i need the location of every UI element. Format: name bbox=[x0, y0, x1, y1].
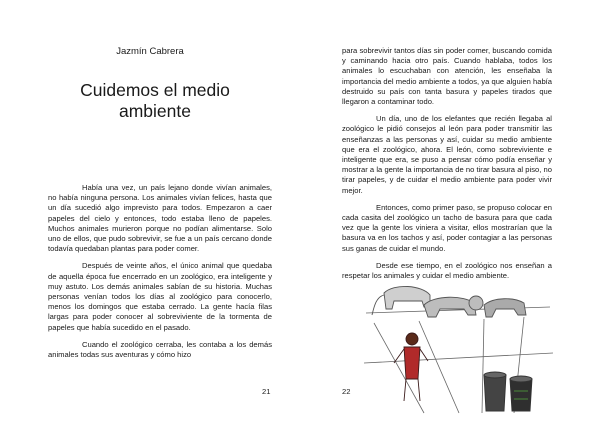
page-number-left: 21 bbox=[262, 387, 271, 396]
animal-sketch-right bbox=[484, 299, 526, 317]
trash-bin-sketch bbox=[484, 372, 532, 411]
paragraph: Cuando el zoológico cerraba, les contaba a los demás animales todas sus aventuras y cómo hizo bbox=[48, 339, 272, 360]
child-drawing-illustration bbox=[364, 283, 553, 415]
elephant-sketch bbox=[372, 286, 430, 315]
lion-sketch bbox=[424, 296, 483, 317]
right-page-text bbox=[342, 46, 552, 288]
title-line-1: Cuidemos el medio bbox=[80, 80, 230, 100]
paragraph: Entonces, como primer paso, se propuso colocar en cada casita del zoológico un tacho de basura para que cada vez que la gente los viniera a visitar, ellos mostrarían que la basura va en los tachos y así, poder contagiar a las personas sus ganas de cuidar el mundo. bbox=[342, 202, 552, 253]
title-line-2: ambiente bbox=[119, 101, 191, 121]
paragraph: Desde ese tiempo, en el zoológico nos enseñan a respetar los animales y cuidar el medio ambiente. bbox=[342, 260, 552, 281]
paragraph: Había una vez, un país lejano donde vivían animales, no había ninguna persona. Los animales vivían felices, hasta que un día sucedió algo imprevisto para todos. Empezaron a caer papeles del cielo y entonces, todo estaba lleno de papeles. Muchos animales murieron porque no podían alimentarse. Solo uno de ellos, que pudo sobrevivir, se fue a un país cercano donde todavía quedaban plantas para poder comer. bbox=[48, 183, 272, 254]
left-page-text bbox=[48, 183, 272, 367]
author-name: Jazmín Cabrera bbox=[116, 46, 184, 57]
story-title bbox=[40, 80, 270, 122]
paragraph: para sobrevivir tantos días sin poder comer, buscando comida y caminando hacia otro país. Cuando hablaba, todos los animales lo escuchaban con atención, les enseñaba la importancia del medio ambiente a todos, ya que alguien había destruido su país con tanta basura y papeles tirados que llegaron a contaminar todo. bbox=[342, 46, 552, 107]
person-figure bbox=[394, 333, 428, 401]
paragraph: Un día, uno de los elefantes que recién llegaba al zoológico le pidió consejos al león para poder transmitir las enseñanzas a las personas y así, cuidar su medio ambiente que era el zoológico, ahora. El león, como sobreviviente e inteligente que era, se puso a pensar cómo podía enseñar y mostrar a la gente la importancia de no tirar basura al piso, no tirar papeles, y de cuidar el medio ambiente para poder vivir mejor. bbox=[342, 114, 552, 195]
page-number-right: 22 bbox=[342, 387, 351, 396]
paragraph: Después de veinte años, el único animal que quedaba de aquella época fue encerrado en un zoológico, era inteligente y muy astuto. Los demás animales sabían de su historia. Muchas personas venían todos los días al zoológico para conocerlo, menos los domingos que estaba cerrado. La gente hacía filas largas para poder conocer al sobreviviente de la tormenta de papeles que había sucedido en el pasado. bbox=[48, 261, 272, 332]
